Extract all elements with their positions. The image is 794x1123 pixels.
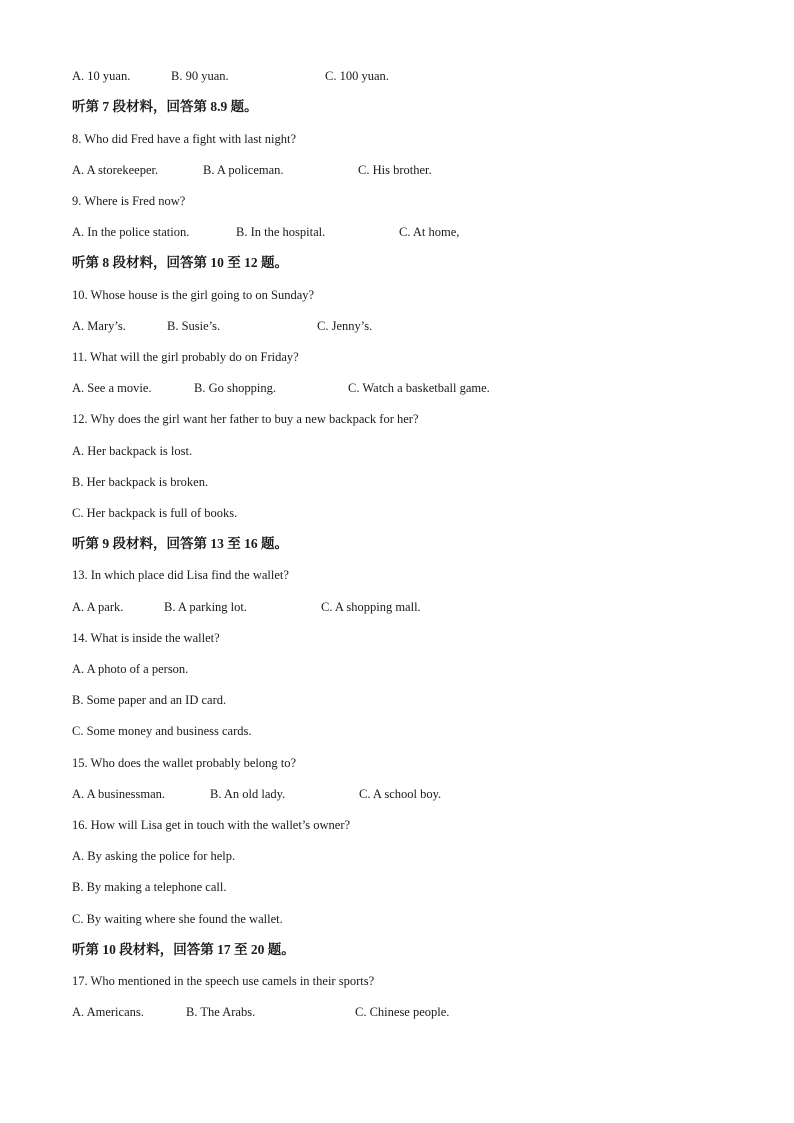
question-17: 17. Who mentioned in the speech use camels in their sports? xyxy=(72,974,375,988)
option-b: B. An old lady. xyxy=(210,787,286,801)
question-14: 14. What is inside the wallet? xyxy=(72,631,220,645)
question-11: 11. What will the girl probably do on Friday? xyxy=(72,350,299,364)
option-line: C. By waiting where she found the wallet. xyxy=(72,912,283,926)
option-c: C. 100 yuan. xyxy=(325,69,389,83)
question-10: 10. Whose house is the girl going to on Sunday? xyxy=(72,288,315,302)
section-heading: 听第 9 段材料，回答第 13 至 16 题。 xyxy=(72,536,288,551)
section-heading: 听第 7 段材料，回答第 8.9 题。 xyxy=(72,99,258,114)
option-c: C. A shopping mall. xyxy=(321,600,421,614)
option-a: A. Americans. xyxy=(72,1005,144,1019)
option-a: A. See a movie. xyxy=(72,381,152,395)
question-13: 13. In which place did Lisa find the wallet? xyxy=(72,568,289,582)
option-c: C. Jenny’s. xyxy=(317,319,373,333)
option-line: C. Some money and business cards. xyxy=(72,724,252,738)
option-c: C. At home, xyxy=(399,225,460,239)
option-a: A. A park. xyxy=(72,600,124,614)
option-b: B. Susie’s. xyxy=(167,319,221,333)
option-line: A. Her backpack is lost. xyxy=(72,444,193,458)
option-line: B. Some paper and an ID card. xyxy=(72,693,227,707)
option-line: B. By making a telephone call. xyxy=(72,880,227,894)
question-9: 9. Where is Fred now? xyxy=(72,194,186,208)
question-8: 8. Who did Fred have a fight with last night? xyxy=(72,132,297,146)
option-line: B. Her backpack is broken. xyxy=(72,475,209,489)
question-16: 16. How will Lisa get in touch with the wallet’s owner? xyxy=(72,818,351,832)
option-a: A. 10 yuan. xyxy=(72,69,131,83)
option-a: A. Mary’s. xyxy=(72,319,126,333)
section-heading: 听第 10 段材料，回答第 17 至 20 题。 xyxy=(72,942,295,957)
option-line: C. Her backpack is full of books. xyxy=(72,506,238,520)
question-15: 15. Who does the wallet probably belong to? xyxy=(72,756,297,770)
option-a: A. In the police station. xyxy=(72,225,190,239)
option-c: C. A school boy. xyxy=(359,787,442,801)
option-a: A. A businessman. xyxy=(72,787,166,801)
option-b: B. In the hospital. xyxy=(236,225,326,239)
option-c: C. Watch a basketball game. xyxy=(348,381,490,395)
option-b: B. A parking lot. xyxy=(164,600,247,614)
option-c: C. His brother. xyxy=(358,163,432,177)
option-b: B. A policeman. xyxy=(203,163,284,177)
option-line: A. By asking the police for help. xyxy=(72,849,236,863)
question-12: 12. Why does the girl want her father to buy a new backpack for her? xyxy=(72,412,419,426)
option-b: B. The Arabs. xyxy=(186,1005,256,1019)
option-b: B. Go shopping. xyxy=(194,381,276,395)
option-a: A. A storekeeper. xyxy=(72,163,159,177)
option-line: A. A photo of a person. xyxy=(72,662,189,676)
option-c: C. Chinese people. xyxy=(355,1005,450,1019)
option-b: B. 90 yuan. xyxy=(171,69,229,83)
section-heading: 听第 8 段材料，回答第 10 至 12 题。 xyxy=(72,255,288,270)
